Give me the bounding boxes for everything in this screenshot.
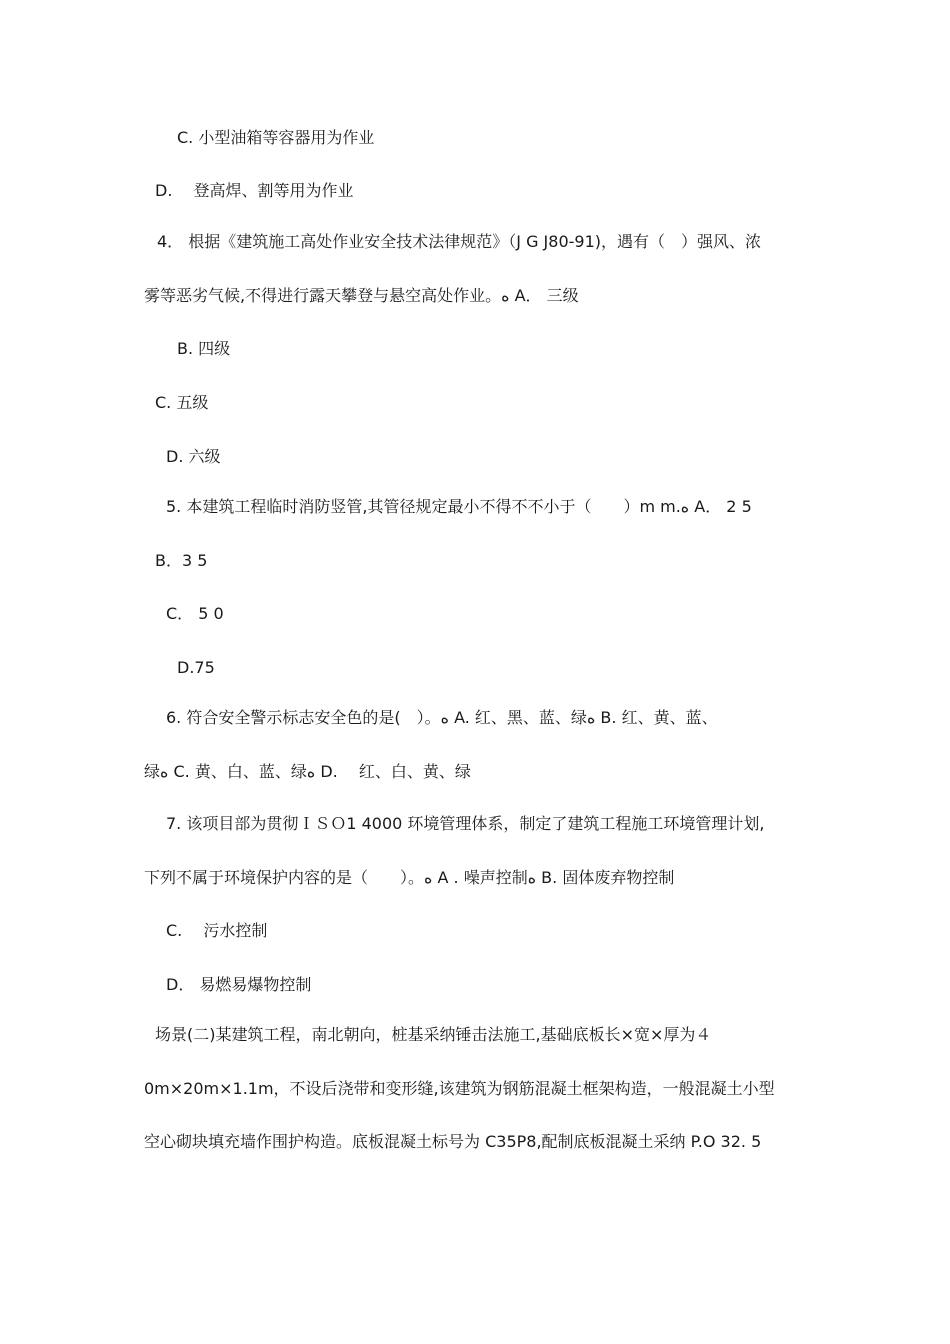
option-c-50: C． 5 0 [166,604,224,623]
scenario-2-line-3: 空心砌块填充墙作围护构造。底板混凝土标号为 C35P8,配制底板混凝土采纳 P.O 32. 5 [144,1132,762,1151]
question-7-line-2: 下列不属于环境保护内容的是（ ）。ﻩ A . 噪声控制ﻩ B. 固体废弃物控制 [144,868,675,887]
scenario-2-line-1: 场景(二)某建筑工程，南北朝向，桩基采纳锤击法施工,基础底板长×宽×厚为４ [155,1025,712,1044]
question-5-line-1: 5. 本建筑工程临时消防竖管,其管径规定最小不得不不小于（ ）m m.ﻩ A． 2 5 [166,497,752,516]
option-b-35: B．3 5 [155,551,208,570]
question-6-line-2: 绿ﻩ C. 黄、白、蓝、绿ﻩ D. 红、白、黄、绿 [144,762,471,781]
option-c-sewage-control: C. 污水控制 [166,921,268,940]
option-d-level-six: D. 六级 [166,447,221,466]
option-d-75: D.75 [177,658,215,677]
option-d-high-welding: D. 登高焊、割等用为作业 [155,181,354,200]
option-c-level-five: C. 五级 [155,393,209,412]
option-b-level-four: B. 四级 [177,339,231,358]
option-c-small-oil-tank: C. 小型油箱等容器用为作业 [177,128,375,147]
option-d-flammable-control: D． 易燃易爆物控制 [166,975,312,994]
scenario-2-line-2: 0m×20m×1.1m，不设后浇带和变形缝,该建筑为钢筋混凝土框架构造，一般混凝土小型 [144,1079,775,1098]
question-6-line-1: 6. 符合安全警示标志安全色的是( ）。ﻩ A. 红、黑、蓝、绿ﻩ B. 红、黄、蓝、 [166,708,718,727]
question-4-line-2: 雾等恶劣气候,不得进行露天攀登与悬空高处作业。ﻩ A． 三级 [144,286,579,305]
question-4-line-1: 4． 根据《建筑施工高处作业安全技术法律规范》（J G J80-91)，遇有（ ）强风、浓 [157,232,762,251]
question-7-line-1: 7. 该项目部为贯彻ＩＳＯ1 4000 环境管理体系，制定了建筑工程施工环境管理计划, [166,814,765,833]
